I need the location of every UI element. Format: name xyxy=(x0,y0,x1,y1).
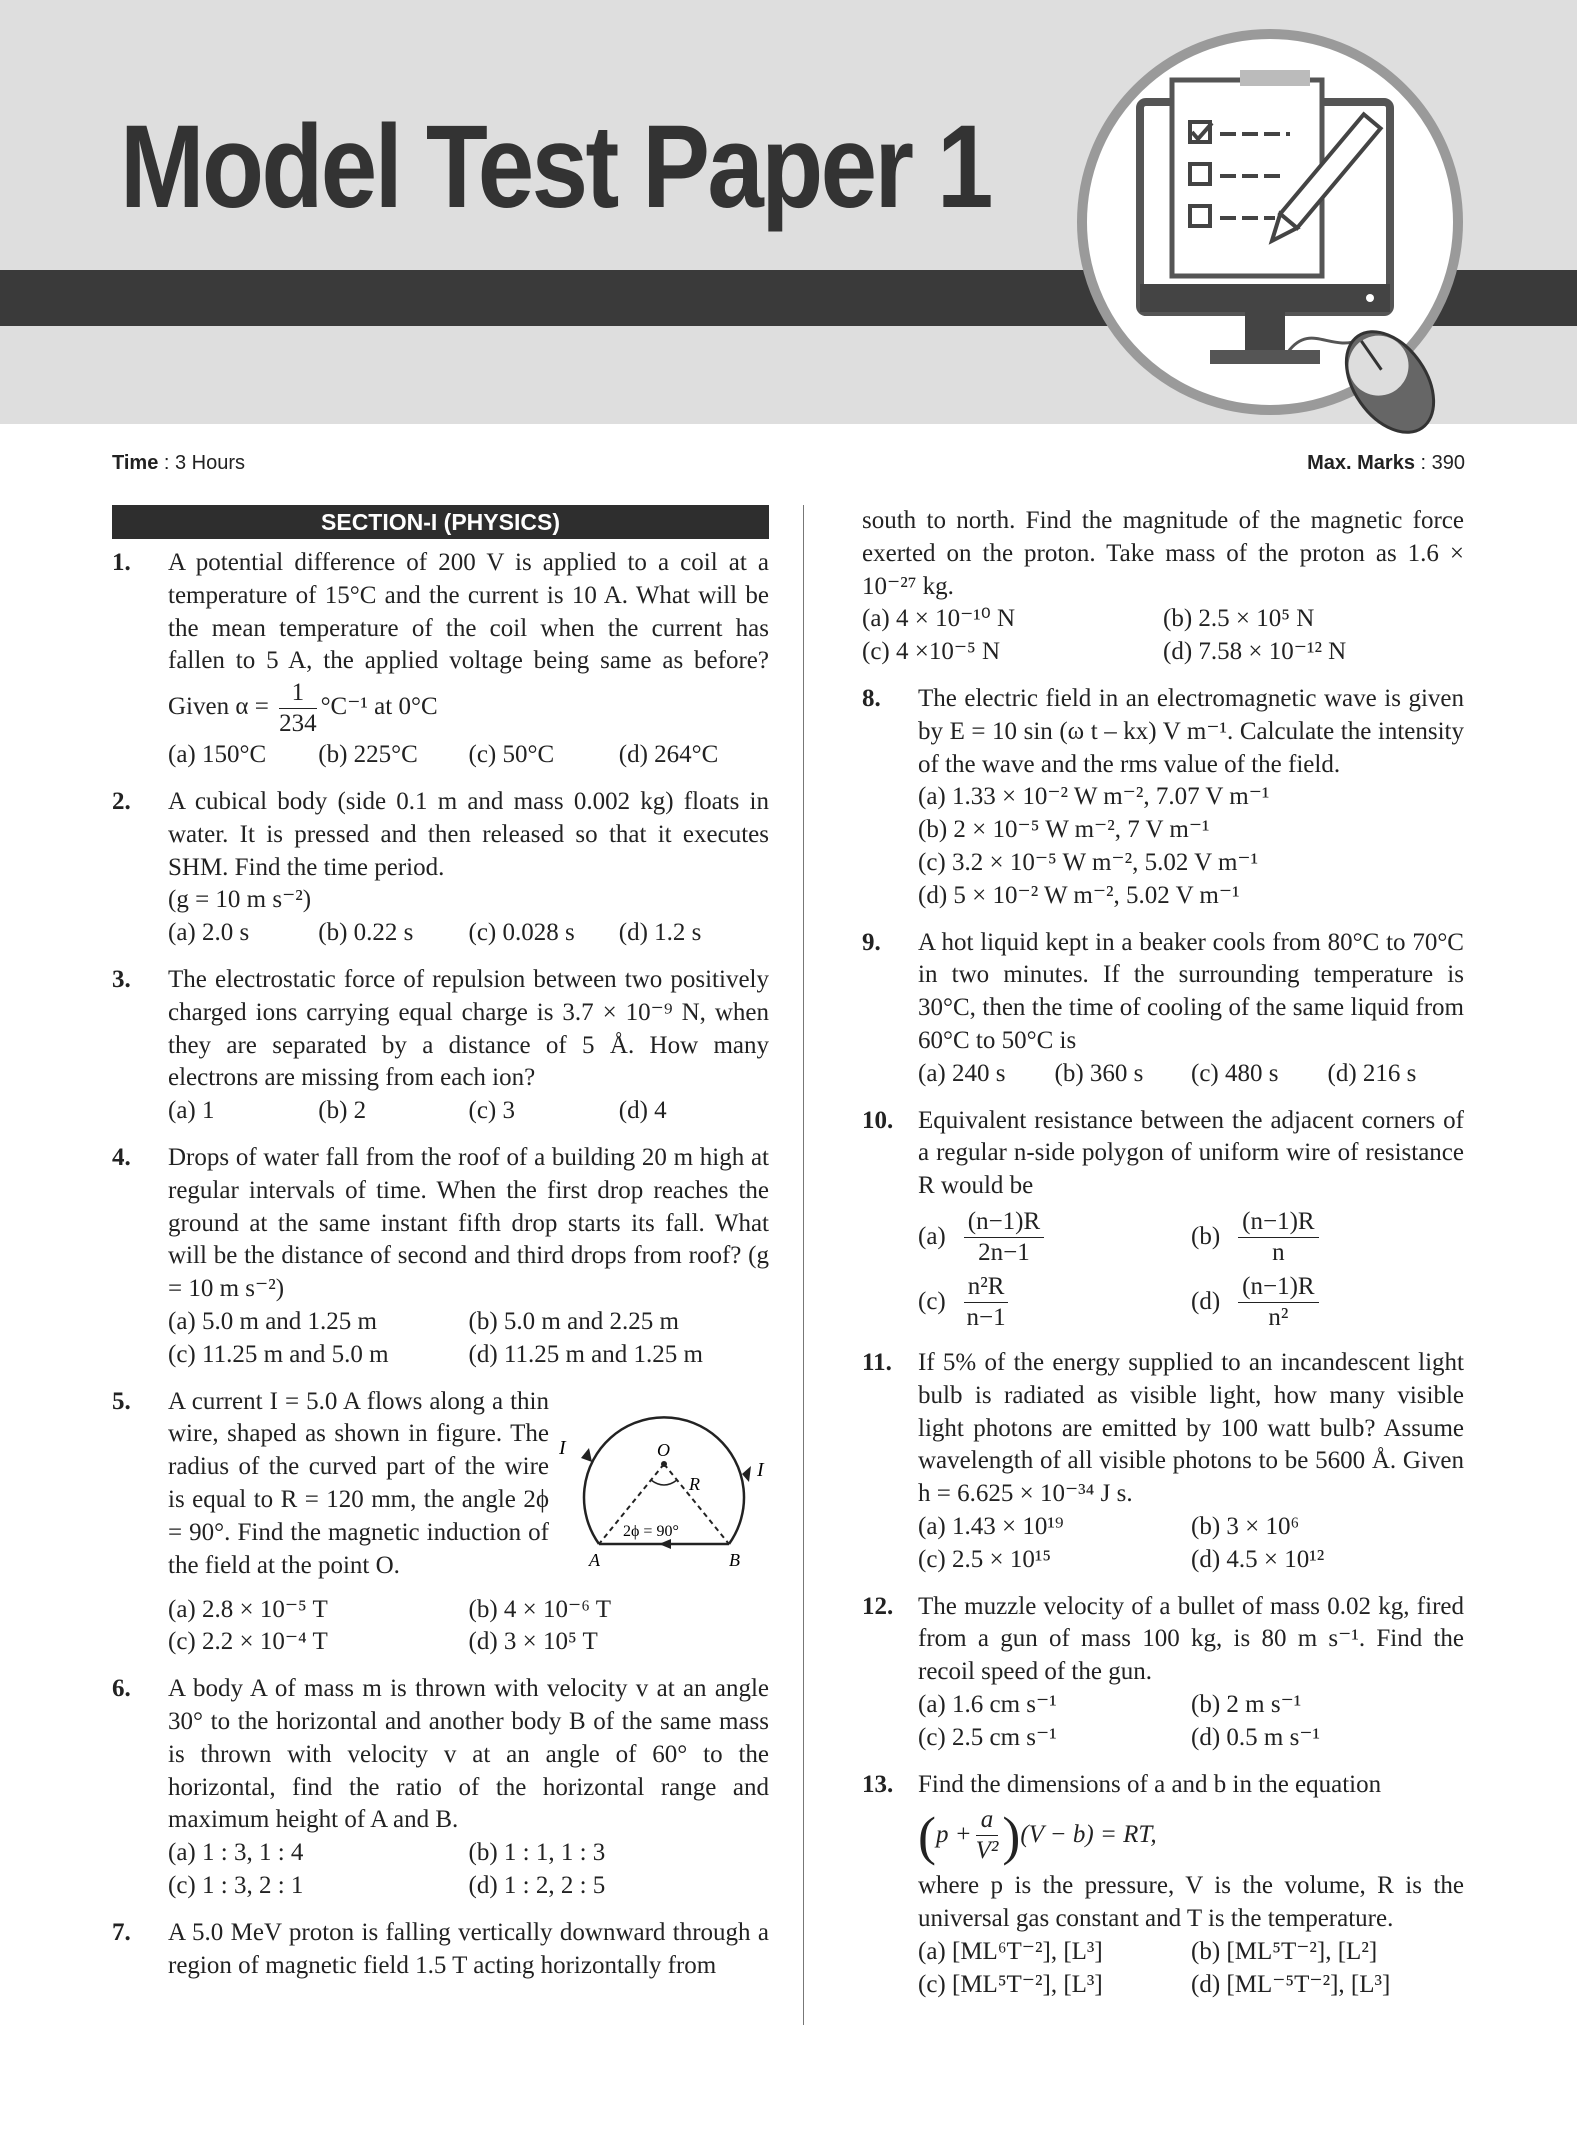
option-c[interactable]: (c) 480 s xyxy=(1191,1059,1279,1087)
options xyxy=(918,1207,1464,1333)
question-5 xyxy=(112,1386,769,1660)
question-number: 3. xyxy=(112,965,131,993)
option-c[interactable]: (c) 4 ×10⁻⁵ N xyxy=(862,638,1001,666)
option-a[interactable]: (a) [ML⁶T⁻²], [L³] xyxy=(918,1937,1103,1965)
option-b[interactable]: (b) 1 : 1, 1 : 3 xyxy=(468,1839,606,1867)
question-text: A 5.0 MeV proton is falling vertically downward through a region of magnetic field 1.5 T acting horizontally from xyxy=(168,1918,769,1979)
question-number: 1. xyxy=(112,549,131,576)
question-9 xyxy=(862,927,1464,1091)
question-text: A current I = 5.0 A flows along a thin wire, shaped as shown in figure. The radius of the curved part of the wire is equal to R = 120 mm, the angle 2ϕ = 90°. Find the magnetic induction of the field at the point O. xyxy=(168,1387,549,1579)
option-a[interactable]: (a) 1 : 3, 1 : 4 xyxy=(168,1839,304,1867)
option-c[interactable]: (c) 3 xyxy=(468,1097,515,1125)
option-c[interactable]: (c) 2.5 × 10¹⁵ xyxy=(918,1545,1052,1573)
question-text: The muzzle velocity of a bullet of mass 0.02 kg, fired from a gun of mass 100 kg, is 80 m s⁻¹. Find the recoil speed of the gun. xyxy=(918,1592,1464,1686)
marks-value: 390 xyxy=(1431,452,1465,474)
options xyxy=(168,1837,769,1903)
left-column xyxy=(112,505,769,1996)
option-c[interactable]: (c) 50°C xyxy=(468,741,555,769)
option-b[interactable]: (b) 3 × 10⁶ xyxy=(1191,1512,1300,1540)
question-text: A cubical body (side 0.1 m and mass 0.002 kg) floats in water. It is pressed and then released so that it executes SHM. Find the time period. xyxy=(168,787,769,881)
option-a[interactable]: (a) 4 × 10⁻¹⁰ N xyxy=(862,605,1016,633)
question-13 xyxy=(862,1769,1464,2002)
option-b[interactable]: (b) 2 m s⁻¹ xyxy=(1191,1690,1302,1718)
point-a-label: A xyxy=(589,1549,600,1570)
option-c[interactable]: (c) [ML⁵T⁻²], [L³] xyxy=(918,1970,1103,1998)
question-text: south to north. Find the magnitude of the magnetic force exerted on the proton. Take mass of the proton as 1.6 × 10⁻²⁷ kg. xyxy=(862,507,1464,600)
page-title: Model Test Paper 1 xyxy=(120,101,991,233)
option-d[interactable]: (d) 1.2 s xyxy=(618,919,702,947)
question-11 xyxy=(862,1347,1464,1577)
question-number: 7. xyxy=(112,1918,131,1946)
question-number: 2. xyxy=(112,787,131,815)
options xyxy=(918,1936,1464,2002)
question-number: 13. xyxy=(862,1770,894,1798)
option-d[interactable]: (d) 4 xyxy=(618,1097,667,1125)
wire-loop-figure xyxy=(559,1394,769,1594)
question-number: 11. xyxy=(862,1348,892,1376)
question-text: If 5% of the energy supplied to an incandescent light bulb is radiated as visible light, how many visible light photons are emitted by 100 watt bulb? Assume wavelength of all visible photons to be 5600 Å. Given h = 6.625 × 10⁻³⁴ J s. xyxy=(918,1348,1464,1508)
radius-label: R xyxy=(689,1473,700,1494)
question-10 xyxy=(862,1105,1464,1333)
option-d[interactable]: (d) 4.5 × 10¹² xyxy=(1191,1545,1325,1573)
current-label-right: I xyxy=(757,1458,764,1481)
options xyxy=(862,603,1464,669)
question-number: 5. xyxy=(112,1387,131,1415)
question-number: 10. xyxy=(862,1106,894,1134)
option-a[interactable]: (a) 5.0 m and 1.25 m xyxy=(168,1307,377,1335)
question-1: 1. A potential difference of 200 V is applied to a coil at a temperature of 15°C and the current is 10 A. What will be the mean temperature of the coil when the current has fallen to 5 A, the applied voltage being same as before? Given α = $\frac{1}{234}$ °C⁻¹ at 0°C (a) 150°C (b) 225°C (c) 50°C (d) 264°C xyxy=(112,547,769,772)
alpha-fraction: $\frac{1}{234}$ xyxy=(279,679,317,738)
option-d[interactable]: (d) 11.25 m and 1.25 m xyxy=(468,1340,703,1368)
option-c[interactable]: (c) 11.25 m and 5.0 m xyxy=(168,1340,389,1368)
right-column xyxy=(862,505,1464,2015)
column-divider xyxy=(803,505,804,2025)
question-number: 9. xyxy=(862,928,881,956)
time-value: 3 Hours xyxy=(175,452,246,474)
question-4 xyxy=(112,1142,769,1372)
question-2 xyxy=(112,786,769,950)
option-d[interactable]: (d) [ML⁻⁵T⁻²], [L³] xyxy=(1191,1970,1391,1998)
option-d[interactable]: (d) $\frac{(n-1)R}{\text{n²}}$ xyxy=(1191,1272,1464,1333)
option-b[interactable]: (b) 360 s xyxy=(1054,1059,1144,1087)
question-text: Drops of water fall from the roof of a building 20 m high at regular intervals of time. When the first drop reaches the ground at the same instant fifth drop starts its fall. What will be the distance of second and third drops from roof? (g = 10 m s⁻²) xyxy=(168,1143,769,1303)
options xyxy=(918,1689,1464,1755)
options xyxy=(168,1306,769,1372)
question-number: 6. xyxy=(112,1675,131,1703)
section-heading: SECTION-I (PHYSICS) xyxy=(112,505,769,539)
question-text: A potential difference of 200 V is applied to a coil at a temperature of 15°C and the current is 10 A. What will be the mean temperature of the coil when the current has fallen to 5 A, the applied voltage being same as before? Given xyxy=(168,549,769,721)
option-c[interactable]: (c) 3.2 × 10⁻⁵ W m⁻², 5.02 V m⁻¹ xyxy=(918,848,1259,876)
question-number: 4. xyxy=(112,1143,131,1171)
question-number: 8. xyxy=(862,684,881,712)
equation: ( p + $\frac{a}{\text{V²}}$ ) (V − b) = RT, xyxy=(918,1805,1157,1866)
marks-info: Max. Marks : 390 xyxy=(1307,452,1465,474)
option-a[interactable]: (a) 1.6 cm s⁻¹ xyxy=(918,1690,1057,1718)
option-c[interactable]: (c) $\frac{\text{n²R}}{n-1}$ xyxy=(918,1272,1191,1333)
question-7-continued xyxy=(862,505,1464,669)
option-c[interactable]: (c) 2.2 × 10⁻⁴ T xyxy=(168,1628,328,1656)
option-a[interactable]: (a) 240 s xyxy=(918,1059,1006,1087)
point-b-label: B xyxy=(729,1549,740,1570)
option-b[interactable]: (b) $\frac{(n-1)R}{n}$ xyxy=(1191,1207,1464,1268)
options xyxy=(918,1511,1464,1577)
question-text: Find the dimensions of a and b in the equation xyxy=(918,1770,1382,1798)
option-b[interactable]: (b) 2 xyxy=(318,1097,367,1125)
marks-label: Max. Marks xyxy=(1307,452,1415,474)
option-b[interactable]: (b) 4 × 10⁻⁶ T xyxy=(468,1595,611,1623)
option-b[interactable]: (b) 225°C xyxy=(318,741,418,769)
options xyxy=(168,1594,769,1660)
options xyxy=(168,739,769,772)
given-value: (g = 10 m s⁻²) xyxy=(168,886,312,914)
options xyxy=(168,917,769,950)
option-a[interactable]: (a) 2.8 × 10⁻⁵ T xyxy=(168,1595,328,1623)
question-3 xyxy=(112,964,769,1128)
option-b[interactable]: (b) 2 × 10⁻⁵ W m⁻², 7 V m⁻¹ xyxy=(918,816,1210,844)
question-8 xyxy=(862,683,1464,913)
option-b[interactable]: (b) 2.5 × 10⁵ N xyxy=(1163,605,1315,633)
option-a[interactable]: (a) 1.43 × 10¹⁹ xyxy=(918,1512,1064,1540)
question-number: 12. xyxy=(862,1592,894,1620)
option-c[interactable]: (c) 1 : 3, 2 : 1 xyxy=(168,1871,304,1899)
current-label-left: I xyxy=(559,1436,566,1459)
option-d[interactable]: (d) 3 × 10⁵ T xyxy=(468,1628,598,1656)
option-d[interactable]: (d) 216 s xyxy=(1327,1059,1417,1087)
question-text: The electric field in an electromagnetic wave is given by E = 10 sin (ω t – kx) V m⁻¹. Calculate the intensity of the wave and the rms value of the field. xyxy=(918,684,1464,778)
question-6 xyxy=(112,1673,769,1903)
option-b[interactable]: (b) [ML⁵T⁻²], [L²] xyxy=(1191,1937,1378,1965)
question-7 xyxy=(112,1917,769,1983)
question-text: The electrostatic force of repulsion between two positively charged ions carrying equal charge is 3.7 × 10⁻⁹ N, when they are separated by a distance of 5 Å. How many electrons are missing from each ion? xyxy=(168,965,769,1092)
options xyxy=(168,1095,769,1128)
question-text: A body A of mass m is thrown with velocity v at an angle 30° to the horizontal and another body B of the same mass is thrown with velocity v at an angle of 60° to the horizontal, find the ratio of the horizontal range and maximum height of A and B. xyxy=(168,1675,769,1834)
option-c[interactable]: (c) 0.028 s xyxy=(468,919,575,947)
option-d[interactable]: (d) 7.58 × 10⁻¹² N xyxy=(1163,638,1347,666)
option-a[interactable]: (a) 2.0 s xyxy=(168,919,250,947)
angle-label: 2ϕ = 90° xyxy=(623,1522,679,1540)
option-d[interactable]: (d) 5 × 10⁻² W m⁻², 5.02 V m⁻¹ xyxy=(918,881,1240,909)
option-a[interactable]: (a) 150°C xyxy=(168,741,267,769)
option-a[interactable]: (a) $\frac{(n-1)R}{2n-1}$ xyxy=(918,1207,1191,1268)
option-a[interactable]: (a) 1 xyxy=(168,1097,215,1125)
option-b[interactable]: (b) 0.22 s xyxy=(318,919,414,947)
option-d[interactable]: (d) 1 : 2, 2 : 5 xyxy=(468,1871,606,1899)
question-12 xyxy=(862,1591,1464,1755)
option-a[interactable]: (a) 1.33 × 10⁻² W m⁻², 7.07 V m⁻¹ xyxy=(918,783,1270,811)
time-label: Time xyxy=(112,452,159,474)
computer-checklist-icon xyxy=(1060,22,1480,442)
time-info: Time : 3 Hours xyxy=(112,452,246,474)
option-b[interactable]: (b) 5.0 m and 2.25 m xyxy=(468,1307,679,1335)
question-text-after: where p is the pressure, V is the volume, R is the universal gas constant and T is the temperature. xyxy=(918,1872,1464,1933)
option-d[interactable]: (d) 264°C xyxy=(618,741,719,769)
question-text: Equivalent resistance between the adjacent corners of a regular n-side polygon of uniform wire of resistance R would be xyxy=(918,1106,1464,1200)
option-d[interactable]: (d) 0.5 m s⁻¹ xyxy=(1191,1723,1321,1751)
question-text: A hot liquid kept in a beaker cools from 80°C to 70°C in two minutes. If the surrounding temperature is 30°C, then the time of cooling of the same liquid from 60°C to 50°C is xyxy=(918,928,1464,1054)
point-o-label: O xyxy=(657,1439,670,1460)
option-c[interactable]: (c) 2.5 cm s⁻¹ xyxy=(918,1723,1057,1751)
options xyxy=(918,1058,1464,1091)
